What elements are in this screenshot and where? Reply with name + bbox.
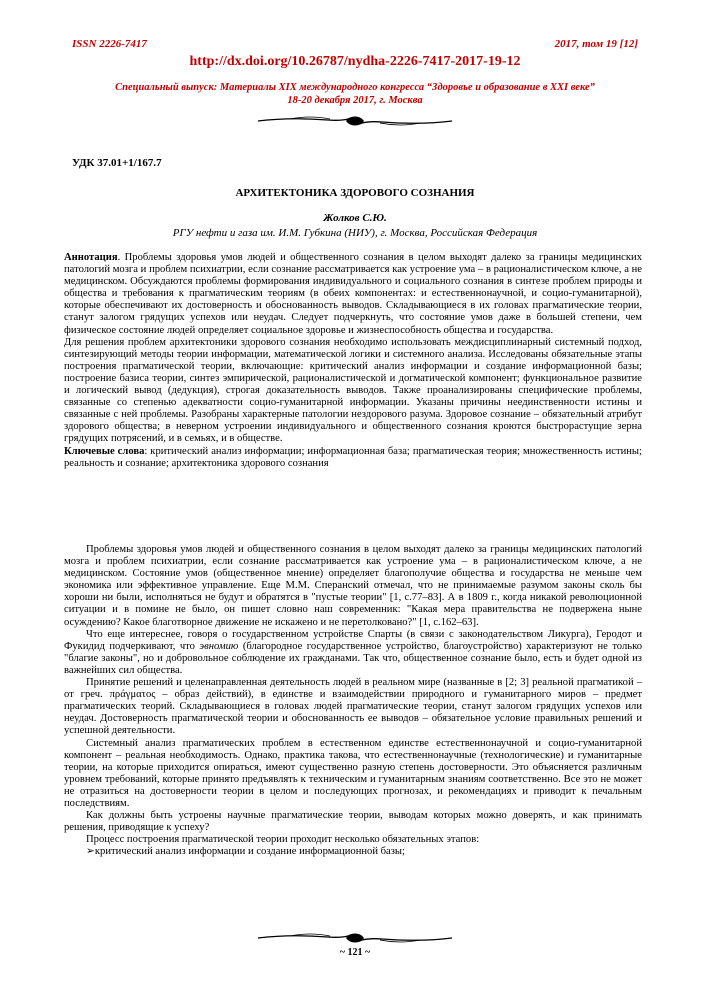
ornament-divider-bottom [250, 931, 460, 945]
body-paragraph-3: Принятие решений и целенаправленная деятельность людей в реальном мире (названные в [2; 3] реальной прагматикой – от греч. πράγματος – образ действий), в единстве и взаимодействии природного и гуманитарного миров – предмет прагматических теорий. Складывающиеся в головах людей прагматические теории, станут залогом грядущих успехов или неудач. Достоверность прагматической теории и обоснованность ее выводов – обязательное условие правильных решений и успешной деятельности. [64, 677, 642, 737]
body-paragraph-2-start: Что еще интереснее, говоря о государственном устройстве Спарты (в связи с законодательством Ликурга), Геродот и Фукидид подчеркивают, что [64, 628, 642, 652]
keywords-paragraph [64, 446, 642, 470]
author-affiliation: РГУ нефти и газа им. И.М. Губкина (НИУ), г. Москва, Российская Федерация [172, 227, 538, 239]
special-issue-line-2: 18-20 декабря 2017, г. Москва [287, 95, 423, 106]
doi-link[interactable]: http://dx.doi.org/10.26787/nydha-2226-7417-2017-19-12 [189, 54, 521, 69]
abstract-paragraph-1 [64, 252, 642, 337]
abstract-text-1: . Проблемы здоровья умов людей и общественного сознания в целом выходят далеко за границы медицинских патологий мозга и проблем психиатрии, если сознание рассматривается как устроение ума – в рационалистическом ключе, а не медицинском. Обсуждаются проблемы формирования индивидуального и социального сознания в синтезе проблем природы и общества и требования к прагматическим теориям (в обеих компонентах: и естественнонаучной, и социо-гуманитарной), которые обеспечивают их достоверность и обоснованность выводов. Складывающиеся в их головах прагматические теории, станут залогом грядущих успехов или неудач. Следует подчеркнуть, что состояние умов даже в большей степени, чем физическое состояние людей определяет социальное здоровье и жизнеспособность общества и государства. [64, 252, 642, 336]
special-issue-note [72, 81, 638, 107]
udk-code: УДК 37.01+1/167.7 [72, 157, 162, 169]
body-paragraph-5: Как должны быть устроены научные прагматические теории, выводам которых можно доверять, и как принимать решения, приводящие к успеху? [64, 810, 642, 834]
ornament-divider-top [250, 114, 460, 128]
special-issue-line-1: Специальный выпуск: Материалы XIX международного конгресса “Здоровье и образование в XXI веке” [115, 82, 595, 93]
body-paragraph-6: Процесс построения прагматической теории проходит несколько обязательных этапов: [86, 834, 480, 846]
article-author: Жолков С.Ю. [323, 212, 387, 224]
page-number: ~ 121 ~ [339, 947, 371, 958]
abstract-paragraph-2: Для решения проблем архитектоники здорового сознания необходимо использовать междисциплинарный системный подход, синтезирующий методы теории информации, математической логики и системного анализа. Исследованы обязательные этапы построения прагматической теории, включающие: критический анализ информации и создание информационной базы; построение базиса теории, синтез эмпирической, рационалистической и догматической компонент; функциональное развитие и логический вывод (дедукция), строгая доказательность выводов. Также проанализированы специфические проблемы, связанные со степенью адекватности социо-гуманитарной информации. Указаны причины неединственности истины и связанные с ней проблемы. Разобраны характерные патологии нездорового разума. Здоровое сознание – обязательный атрибут здорового общества; в неверном устроении индивидуального и общественного сознания кроются быстрорастущие зерна грядущих потрясений, и в семьях, и в обществе. [64, 336, 642, 445]
journal-volume: 2017, том 19 [12] [554, 38, 638, 50]
article-title: АРХИТЕКТОНИКА ЗДОРОВОГО СОЗНАНИЯ [235, 187, 475, 199]
body-paragraph-1: Проблемы здоровья умов людей и общественного сознания в целом выходят далеко за границы медицинских патологий мозга и проблем психиатрии, если сознание рассматривается как устроение ума – в рационалистическом ключе, а не медицинском. Состояние умов (общественное мнение) определяет благополучие общества и государства не меньше чем экономика или эффективное управление. Еще М.М. Сперанский отмечал, что не принимаемые разумом законы сколь бы хороши ни были, исполняться не будут и обратятся в "пустые теории" [1, с.77–83]. А в 1809 г., когда никакой революционной ситуации и в помине не было, он пишет словно наш современник: "Какая мера правительства не подвержена ныне осуждению? Какое благотворное движение не искажено и не перетолковано?" [1, с.162–63]. [64, 544, 642, 628]
body-paragraph-2-end: (благородное государственное устройство, благоустройство) характеризуют не только "благие законы", но и добровольное соблюдение их гражданами. Так что, общественное сознание было, есть и будет одной из важнейших сил общества. [64, 640, 642, 676]
body-paragraph-2 [64, 629, 642, 677]
abstract-label: Аннотация [64, 252, 118, 263]
bullet-item-1: ➢критический анализ информации и создание информационной базы; [86, 846, 405, 858]
journal-issn: ISSN 2226-7417 [72, 38, 147, 50]
keywords-label: Ключевые слова [64, 445, 145, 457]
article-body [64, 544, 642, 858]
eunomia-term: эвномию [199, 640, 239, 652]
keywords-text: : критический анализ информации; информационная база; прагматическая теория; множественность истины; реальность и сознание; архитектоника здорового сознания [64, 445, 642, 469]
abstract-block [64, 252, 642, 470]
body-paragraph-4: Системный анализ прагматических проблем в естественном единстве естественнонаучной и социо-гуманитарной компонент – реальная необходимость. Однако, практика такова, что естественнонаучные (технологические) и гуманитарные теории, на которые приходится опираться, имеют существенно разную степень достоверности. Это объясняется различным уровнем требований, которые принято предъявлять к техническим и гуманитарным знаниям соответственно. Все это не может не отразиться на достоверности теории в целом и последующих прогнозах, и рекомендациях и приводит к печальным последствиям. [64, 737, 642, 809]
